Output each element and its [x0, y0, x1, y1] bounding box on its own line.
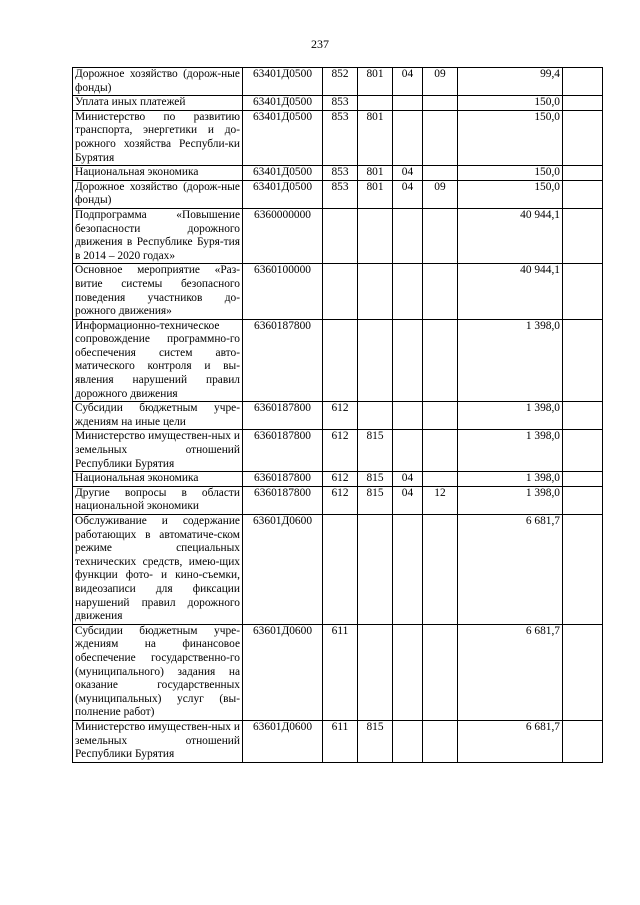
- row-empty-cell: [563, 624, 603, 720]
- row-empty-cell: [563, 720, 603, 762]
- row-empty-cell: [563, 96, 603, 111]
- row-rz-cell: 04: [393, 166, 423, 181]
- row-ved-cell: 801: [358, 110, 393, 165]
- row-ved-cell: [358, 264, 393, 319]
- row-rz-cell: [393, 96, 423, 111]
- row-ved-cell: 801: [358, 166, 393, 181]
- row-rz-cell: 04: [393, 180, 423, 208]
- row-code-cell: 63601Д0600: [243, 624, 323, 720]
- row-pr-cell: [423, 624, 458, 720]
- row-empty-cell: [563, 402, 603, 430]
- row-amount-cell: 150,0: [458, 180, 563, 208]
- row-grbs-cell: 853: [323, 180, 358, 208]
- row-ved-cell: [358, 96, 393, 111]
- row-amount-cell: 99,4: [458, 68, 563, 96]
- row-pr-cell: [423, 430, 458, 472]
- row-code-cell: 6360187800: [243, 472, 323, 487]
- row-name-cell: Министерство по развитию транспорта, энергетики и до-рожного хозяйства Республи-ки Бурятия: [73, 110, 243, 165]
- row-rz-cell: [393, 319, 423, 402]
- row-empty-cell: [563, 486, 603, 514]
- row-ved-cell: [358, 402, 393, 430]
- row-grbs-cell: 852: [323, 68, 358, 96]
- row-code-cell: 6360000000: [243, 208, 323, 263]
- row-code-cell: 6360100000: [243, 264, 323, 319]
- row-ved-cell: [358, 208, 393, 263]
- row-amount-cell: 150,0: [458, 166, 563, 181]
- row-pr-cell: 09: [423, 180, 458, 208]
- row-code-cell: 6360187800: [243, 319, 323, 402]
- row-grbs-cell: [323, 319, 358, 402]
- row-pr-cell: [423, 319, 458, 402]
- row-amount-cell: 150,0: [458, 96, 563, 111]
- row-code-cell: 63401Д0500: [243, 110, 323, 165]
- row-amount-cell: 1 398,0: [458, 402, 563, 430]
- row-grbs-cell: [323, 515, 358, 625]
- row-pr-cell: 12: [423, 486, 458, 514]
- row-grbs-cell: [323, 208, 358, 263]
- row-code-cell: 63401Д0500: [243, 180, 323, 208]
- table-row: [73, 515, 603, 625]
- row-grbs-cell: 853: [323, 96, 358, 111]
- row-amount-cell: 6 681,7: [458, 720, 563, 762]
- row-grbs-cell: 612: [323, 472, 358, 487]
- row-amount-cell: 40 944,1: [458, 208, 563, 263]
- row-amount-cell: 6 681,7: [458, 515, 563, 625]
- row-pr-cell: [423, 720, 458, 762]
- row-grbs-cell: 612: [323, 486, 358, 514]
- table-row: [73, 624, 603, 720]
- row-rz-cell: [393, 208, 423, 263]
- table-body: [73, 68, 603, 763]
- row-name-cell: Национальная экономика: [73, 472, 243, 487]
- row-rz-cell: [393, 110, 423, 165]
- row-empty-cell: [563, 208, 603, 263]
- row-name-cell: Национальная экономика: [73, 166, 243, 181]
- table-row: [73, 208, 603, 263]
- row-grbs-cell: [323, 264, 358, 319]
- row-name-cell: Другие вопросы в области национальной экономики: [73, 486, 243, 514]
- row-code-cell: 6360187800: [243, 430, 323, 472]
- table-row: [73, 68, 603, 96]
- row-grbs-cell: 612: [323, 430, 358, 472]
- row-pr-cell: [423, 402, 458, 430]
- row-empty-cell: [563, 110, 603, 165]
- row-rz-cell: [393, 402, 423, 430]
- row-name-cell: Основное мероприятие «Раз-витие системы безопасного поведения участников до-рожного движения»: [73, 264, 243, 319]
- row-name-cell: Уплата иных платежей: [73, 96, 243, 111]
- table-row: [73, 486, 603, 514]
- row-amount-cell: 6 681,7: [458, 624, 563, 720]
- row-grbs-cell: 611: [323, 720, 358, 762]
- table-row: [73, 319, 603, 402]
- row-amount-cell: 1 398,0: [458, 472, 563, 487]
- table-row: [73, 402, 603, 430]
- row-pr-cell: [423, 208, 458, 263]
- row-pr-cell: [423, 264, 458, 319]
- row-amount-cell: 40 944,1: [458, 264, 563, 319]
- table-row: [73, 180, 603, 208]
- row-code-cell: 6360187800: [243, 486, 323, 514]
- row-rz-cell: 04: [393, 68, 423, 96]
- row-ved-cell: 801: [358, 180, 393, 208]
- row-rz-cell: [393, 430, 423, 472]
- row-name-cell: Министерство имуществен-ных и земельных отношений Республики Бурятия: [73, 430, 243, 472]
- row-name-cell: Министерство имуществен-ных и земельных отношений Республики Бурятия: [73, 720, 243, 762]
- row-grbs-cell: 611: [323, 624, 358, 720]
- table-row: [73, 166, 603, 181]
- row-ved-cell: 815: [358, 430, 393, 472]
- row-ved-cell: [358, 624, 393, 720]
- budget-table: [72, 67, 603, 763]
- row-name-cell: Подпрограмма «Повышение безопасности дорожного движения в Республике Буря-тия в 2014 – 2020 годах»: [73, 208, 243, 263]
- table-row: [73, 110, 603, 165]
- row-rz-cell: [393, 264, 423, 319]
- row-empty-cell: [563, 68, 603, 96]
- row-rz-cell: [393, 515, 423, 625]
- row-name-cell: Субсидии бюджетным учре-ждениям на финансовое обеспечение государственно-го (муниципального) задания на оказание государственных (муниципальных) услуг (вы-полнение работ): [73, 624, 243, 720]
- row-code-cell: 63601Д0600: [243, 720, 323, 762]
- table-row: [73, 472, 603, 487]
- row-pr-cell: [423, 472, 458, 487]
- row-name-cell: Обслуживание и содержание работающих в автоматиче-ском режиме специальных технических средств, имею-щих функции фото- и кино-съемки, видеозаписи для фиксации нарушений правил дорожного движения: [73, 515, 243, 625]
- row-rz-cell: [393, 720, 423, 762]
- row-empty-cell: [563, 264, 603, 319]
- row-empty-cell: [563, 166, 603, 181]
- row-name-cell: Дорожное хозяйство (дорож-ные фонды): [73, 180, 243, 208]
- row-empty-cell: [563, 472, 603, 487]
- row-code-cell: 63401Д0500: [243, 96, 323, 111]
- table-row: [73, 264, 603, 319]
- row-pr-cell: [423, 166, 458, 181]
- row-pr-cell: [423, 515, 458, 625]
- row-pr-cell: [423, 110, 458, 165]
- row-ved-cell: 815: [358, 486, 393, 514]
- row-amount-cell: 1 398,0: [458, 486, 563, 514]
- page-number: 237: [311, 37, 329, 51]
- row-amount-cell: 1 398,0: [458, 430, 563, 472]
- row-amount-cell: 150,0: [458, 110, 563, 165]
- row-grbs-cell: 612: [323, 402, 358, 430]
- row-pr-cell: [423, 96, 458, 111]
- row-ved-cell: 815: [358, 472, 393, 487]
- row-code-cell: 63401Д0500: [243, 166, 323, 181]
- row-name-cell: Субсидии бюджетным учре-ждениям на иные цели: [73, 402, 243, 430]
- row-ved-cell: 801: [358, 68, 393, 96]
- row-pr-cell: 09: [423, 68, 458, 96]
- table-row: [73, 96, 603, 111]
- row-empty-cell: [563, 515, 603, 625]
- row-grbs-cell: 853: [323, 110, 358, 165]
- table-row: [73, 720, 603, 762]
- row-amount-cell: 1 398,0: [458, 319, 563, 402]
- row-rz-cell: 04: [393, 472, 423, 487]
- row-ved-cell: [358, 515, 393, 625]
- row-rz-cell: 04: [393, 486, 423, 514]
- row-grbs-cell: 853: [323, 166, 358, 181]
- row-ved-cell: 815: [358, 720, 393, 762]
- row-empty-cell: [563, 180, 603, 208]
- row-code-cell: 63601Д0600: [243, 515, 323, 625]
- row-empty-cell: [563, 430, 603, 472]
- row-name-cell: Дорожное хозяйство (дорож-ные фонды): [73, 68, 243, 96]
- row-name-cell: Информационно-техническое сопровождение программно-го обеспечения систем авто-матического контроля и вы-явления нарушений правил дорожного движения: [73, 319, 243, 402]
- row-rz-cell: [393, 624, 423, 720]
- row-empty-cell: [563, 319, 603, 402]
- table-row: [73, 430, 603, 472]
- row-code-cell: 63401Д0500: [243, 68, 323, 96]
- row-ved-cell: [358, 319, 393, 402]
- row-code-cell: 6360187800: [243, 402, 323, 430]
